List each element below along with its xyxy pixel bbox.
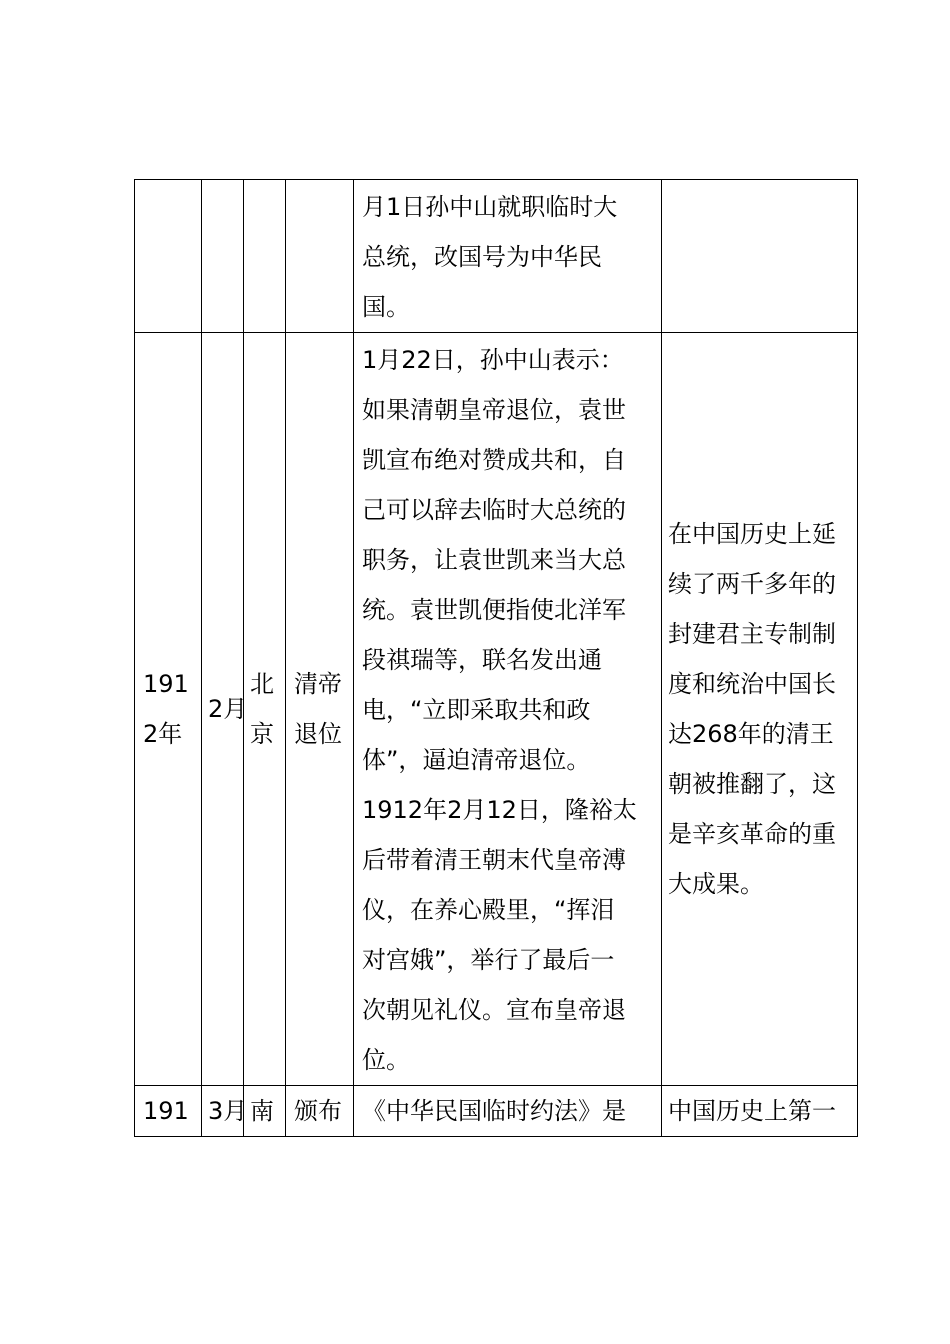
year-cell bbox=[135, 1086, 202, 1137]
content-line: 对宫娥”，举行了最后一 bbox=[362, 946, 615, 974]
significance-line: 度和统治中国长 bbox=[668, 670, 836, 698]
content-line: 后带着清王朝末代皇帝溥 bbox=[362, 846, 626, 874]
place-cell bbox=[244, 1086, 286, 1137]
content-line: 1912年2月12日，隆裕太 bbox=[362, 796, 637, 824]
content-line: 《中华民国临时约法》是 bbox=[362, 1097, 626, 1125]
event-cell bbox=[286, 333, 354, 1086]
month-cell bbox=[202, 333, 248, 1086]
significance-line: 中国历史上第一 bbox=[668, 1097, 836, 1125]
content-cell bbox=[354, 333, 662, 1086]
significance-line: 续了两千多年的 bbox=[668, 570, 836, 598]
significance-cell bbox=[662, 180, 858, 333]
event-line: 退位 bbox=[294, 720, 342, 748]
content-line: 1月22日，孙中山表示： bbox=[362, 346, 624, 374]
year-line: 2年 bbox=[143, 720, 183, 748]
content-line: 统。袁世凯便指使北洋军 bbox=[362, 596, 626, 624]
event-line: 清帝 bbox=[294, 670, 342, 698]
event-cell bbox=[286, 1086, 354, 1137]
content-line: 职务，让袁世凯来当大总 bbox=[362, 546, 626, 574]
content-line: 月1日孙中山就职临时大 bbox=[362, 193, 618, 221]
table-row bbox=[135, 333, 858, 1086]
year-text: 191 bbox=[143, 1097, 189, 1125]
significance-cell bbox=[662, 1086, 858, 1137]
place-line: 北 bbox=[250, 670, 274, 698]
month-text: 3月 bbox=[208, 1097, 248, 1125]
year-cell bbox=[135, 180, 202, 333]
place-cell bbox=[244, 180, 286, 333]
place-cell bbox=[244, 333, 286, 1086]
month-text: 2月 bbox=[208, 695, 248, 723]
place-line: 京 bbox=[250, 720, 274, 748]
content-line: 体”，逼迫清帝退位。 bbox=[362, 746, 591, 774]
event-cell bbox=[286, 180, 354, 333]
content-line: 次朝见礼仪。宣布皇帝退 bbox=[362, 996, 626, 1024]
table-row bbox=[135, 180, 858, 333]
table-row bbox=[135, 1086, 858, 1137]
significance-line: 大成果。 bbox=[668, 870, 764, 898]
content-line: 位。 bbox=[362, 1046, 410, 1074]
significance-line: 是辛亥革命的重 bbox=[668, 820, 836, 848]
year-line: 191 bbox=[143, 670, 189, 698]
content-line: 电，“立即采取共和政 bbox=[362, 696, 591, 724]
significance-line: 朝被推翻了，这 bbox=[668, 770, 836, 798]
year-cell bbox=[135, 333, 202, 1086]
significance-line: 在中国历史上延 bbox=[668, 520, 836, 548]
event-text: 颁布 bbox=[294, 1097, 342, 1125]
content-cell bbox=[354, 1086, 662, 1137]
content-line: 总统，改国号为中华民 bbox=[362, 243, 602, 271]
content-line: 仪，在养心殿里，“挥泪 bbox=[362, 896, 615, 924]
content-line: 如果清朝皇帝退位，袁世 bbox=[362, 396, 626, 424]
month-cell bbox=[202, 180, 244, 333]
month-cell bbox=[202, 1086, 248, 1137]
significance-line: 达268年的清王 bbox=[668, 720, 834, 748]
content-line: 国。 bbox=[362, 293, 410, 321]
content-line: 段祺瑞等，联名发出通 bbox=[362, 646, 602, 674]
content-cell bbox=[354, 180, 662, 333]
content-line: 己可以辞去临时大总统的 bbox=[362, 496, 626, 524]
significance-cell bbox=[662, 333, 858, 1086]
place-text: 南 bbox=[250, 1097, 274, 1125]
content-line: 凯宣布绝对赞成共和，自 bbox=[362, 446, 626, 474]
significance-line: 封建君主专制制 bbox=[668, 620, 836, 648]
history-table bbox=[134, 179, 858, 1137]
